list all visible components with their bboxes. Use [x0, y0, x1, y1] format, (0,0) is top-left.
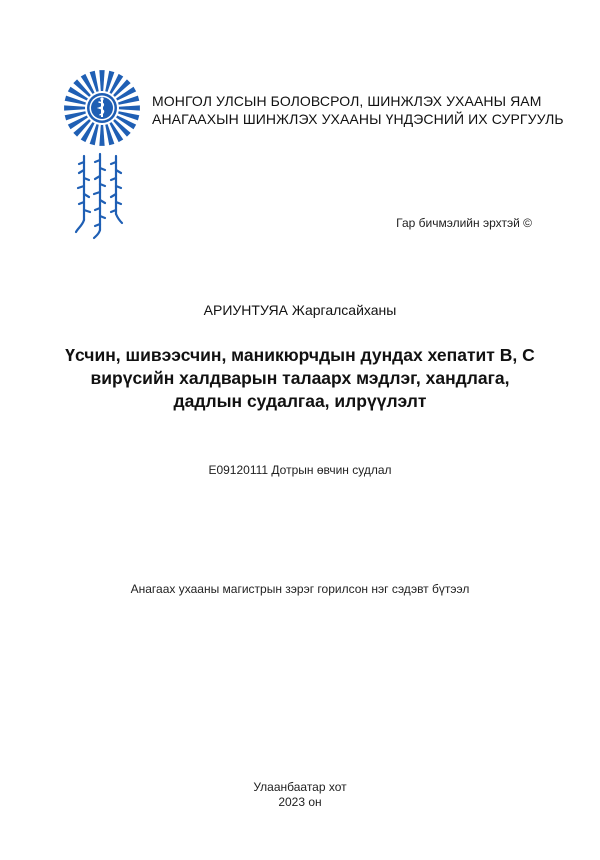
ministry-name: МОНГОЛ УЛСЫН БОЛОВСРОЛ, ШИНЖЛЭХ УХААНЫ ЯАМ	[152, 93, 542, 109]
university-emblem-icon	[62, 68, 142, 148]
city: Улаанбаатар хот	[253, 780, 347, 794]
university-name: АНАГААХЫН ШИНЖЛЭХ УХААНЫ ҮНДЭСНИЙ ИХ СУРГУУЛЬ	[152, 111, 564, 127]
thesis-title	[60, 344, 540, 413]
emblem-ray	[119, 105, 140, 110]
degree-statement: Анагаах ухааны магистрын зэрэг горилсон нэг сэдэвт бүтээл	[130, 582, 470, 596]
place-and-year	[0, 780, 600, 810]
author-name: АРИУНТУЯА Жаргалсайханы	[203, 302, 397, 318]
emblem-ray	[64, 105, 85, 110]
year: 2023 он	[278, 795, 322, 809]
thesis-title-line-2: вирүсийн халдварын талаарх мэдлэг, хандлага,	[90, 368, 510, 388]
thesis-title-line-1: Үсчин, шивээсчин, маникюрчдын дундах хепатит В, С	[65, 345, 535, 365]
thesis-title-line-3: дадлын судалгаа, илрүүлэлт	[173, 391, 427, 411]
specialty-code: E09120111 Дотрын өвчин судлал	[208, 463, 392, 477]
emblem-ray	[99, 125, 104, 146]
institution-header	[152, 92, 572, 128]
mongolian-script-icon	[72, 150, 132, 242]
emblem-ray	[99, 70, 104, 91]
copyright-notice: Гар бичмэлийн эрхтэй ©	[396, 216, 532, 230]
